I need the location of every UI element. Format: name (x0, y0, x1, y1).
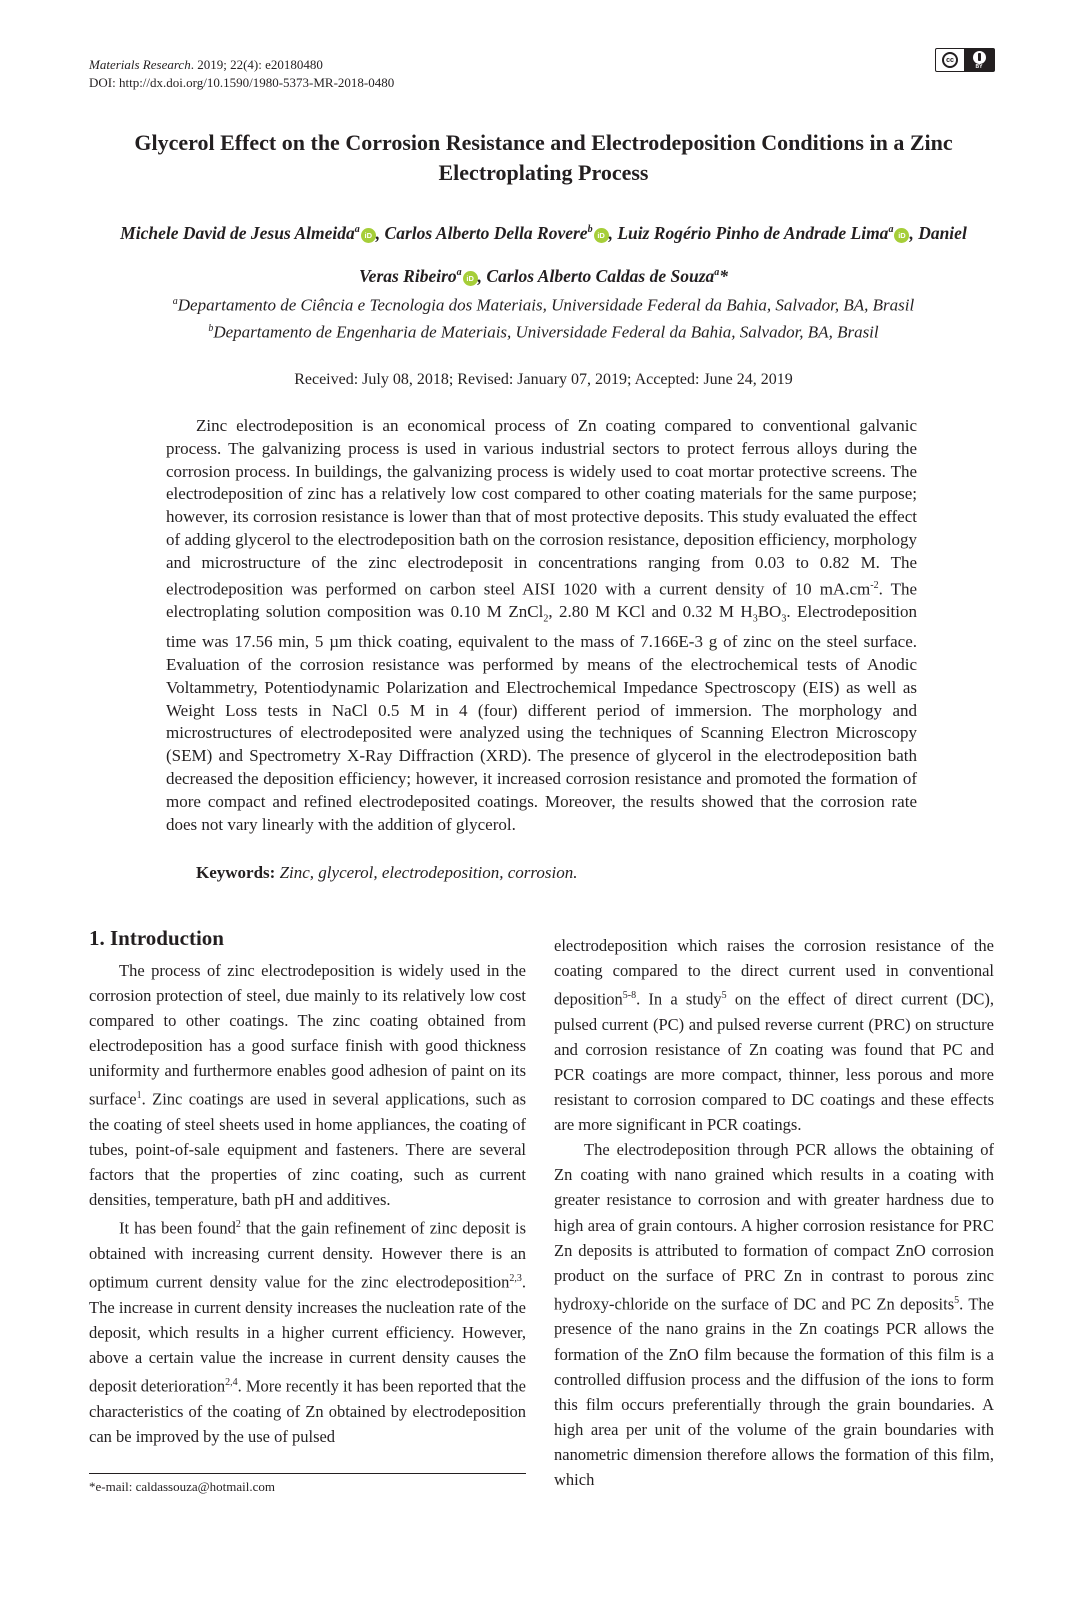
body-text: . More recently it has been reported that the characteristics of the coating of Zn obtained by electrodeposition can be improved by the use of pulsed (89, 1376, 526, 1446)
author-separator: , (477, 265, 487, 286)
author-separator: , (608, 222, 618, 243)
affiliation-text: Departamento de Engenharia de Materiais, Universidade Federal da Bahia, Salvador, BA, Brasil (213, 322, 879, 342)
body-text: . In a study (636, 989, 722, 1009)
footnote-divider (89, 1473, 526, 1474)
body-text: The process of zinc electrodeposition is widely used in the corrosion protection of steel, due mainly to its relatively low cost compared to other coatings. The zinc coating obtained from electrodeposition has a good surface finish with good thickness uniformity and furthermore enables good adhesion of paint on its surface (89, 961, 526, 1109)
paper-title: Glycerol Effect on the Corrosion Resistance and Electrodeposition Conditions in a Zinc Electroplating Process (134, 130, 953, 185)
author-affiliation-mark: a (456, 266, 462, 278)
journal-header (89, 56, 394, 92)
abstract (166, 415, 917, 836)
corresponding-email-footnote[interactable]: *e-mail: caldassouza@hotmail.com (89, 1479, 275, 1494)
author-name: Michele David de Jesus Almeida (120, 222, 355, 243)
affiliation-text: Departamento de Ciência e Tecnologia dos Materiais, Universidade Federal da Bahia, Salvador, BA, Brasil (177, 295, 915, 315)
abstract-text: BO (757, 602, 782, 622)
author-affiliation-mark: a (354, 224, 360, 235)
paragraph (554, 933, 994, 1137)
abstract-text: . Electrodeposition time was 17.56 min, 5 µm thick coating, equivalent to the mass of 7.166E-3 g of zinc on the steel surface. Evaluation of the corrosion resistance was performed by means of the electrochemical tests of Anodic Voltammetry, Potentiodynamic Polarization and Electrochemical Impedance Spectroscopy (EIS) as well as Weight Loss tests in NaCl 0.5 M in 4 (four) different period of immersion. The morphology and microstructures of electrodeposited were analyzed using the techniques of Scanning Electron Microscopy (SEM) and Spectrometry X-Ray Diffraction (XRD). The presence of glycerol in the electrodeposition bath decreased the deposition efficiency; however, it increased corrosion resistance and promoted the formation of more compact and refined electrodeposited coatings. Moreover, the results showed that the corrosion rate does not vary linearly with the addition of glycerol. (166, 602, 917, 834)
by-label: BY (975, 63, 983, 70)
subscript: 2 (543, 613, 549, 625)
cc-icon: cc (942, 52, 958, 68)
keywords-text: Zinc, glycerol, electrodeposition, corrosion. (279, 863, 578, 882)
body-text: electrodeposition which raises the corrosion resistance of the coating compared to the direct current used in conventional deposition (554, 936, 994, 1009)
keywords (196, 862, 917, 884)
journal-citation: . 2019; 22(4): e20180480 (190, 57, 323, 72)
author-name: Daniel Veras Ribeiro (358, 222, 967, 286)
keywords-label: Keywords: (196, 863, 276, 882)
abstract-text: , 2.80 M KCl and 0.32 M H (548, 602, 753, 622)
citation-ref[interactable]: 5 (721, 990, 727, 1002)
body-text: that the gain refinement of zinc deposit is obtained with increasing current density. However there is an optimum current density value for the zinc electrodeposition (89, 1218, 526, 1292)
author-affiliation-mark: b (587, 224, 593, 235)
left-column (89, 958, 526, 1449)
author-separator: , (909, 222, 919, 243)
citation-ref[interactable]: 1 (136, 1090, 142, 1102)
superscript: -2 (870, 579, 879, 591)
citation-ref[interactable]: 2,4 (225, 1377, 238, 1388)
orcid-icon[interactable]: iD (463, 271, 478, 286)
doi-link[interactable]: DOI: http://dx.doi.org/10.1590/1980-5373-MR-2018-0480 (89, 75, 395, 90)
author-affiliation-mark: a (888, 224, 894, 235)
body-text: on the effect of direct current (DC), pulsed current (PC) and pulsed reverse current (PRC) on structure and corrosion resistance of Zn coating was found that PC and PCR coatings are more compact, thinner, less porous and more resistant to corrosion compared to DC coatings and these effects are more significant in PCR coatings. (554, 989, 994, 1135)
author-separator: , (375, 222, 385, 243)
body-text: . The presence of the nano grains in the Zn coatings PCR allows the formation of the ZnO film because the formation of this film is a controlled diffusion process and the diffusion of the ions to form this film occurs preferentially through the grain boundaries. A high area per unit of the volume of the grain boundaries with nanometric dimension therefore allows the formation of this film, which (554, 1294, 994, 1489)
orcid-icon[interactable]: iD (594, 228, 609, 243)
citation-ref[interactable]: 5-8 (622, 990, 637, 1002)
paragraph (89, 958, 526, 1212)
affiliation-mark: b (208, 322, 214, 334)
orcid-icon[interactable]: iD (894, 228, 909, 243)
subscript: 3 (752, 613, 758, 625)
affiliations (120, 290, 967, 343)
orcid-icon[interactable]: iD (361, 228, 376, 243)
author-affiliation-mark: a (714, 266, 720, 278)
body-text: The electrodeposition through PCR allows the obtaining of Zn coating with nano grained which results in a coating with greater resistance to corrosion and with greater hardness due to high area of grain contours. A higher corrosion resistance for PRC Zn deposits is attributed to formation of compact ZnO corrosion product on the surface of PRC Zn in contrast to porous zinc hydroxy-chloride on the surface of DC and PC Zn deposits (554, 1140, 994, 1314)
body-text: It has been found (119, 1218, 236, 1238)
author-list (120, 210, 967, 296)
affiliation-a (120, 290, 967, 317)
paragraph (89, 1212, 526, 1448)
author-name: Carlos Alberto Della Rovere (384, 222, 588, 243)
paragraph (554, 1137, 994, 1492)
author-name: Luiz Rogério Pinho de Andrade Lima (617, 222, 889, 243)
abstract-text: Zinc electrodeposition is an economical process of Zn coating compared to conventional galvanic process. The galvanizing process is used in various industrial sectors to protect ferrous alloys during the corrosion process. In buildings, the galvanizing process is widely used to coat mortar protective screens. The electrodeposition of zinc has a relatively low cost compared to other coating materials for the same purpose; however, its corrosion resistance is lower than that of most protective deposits. This study evaluated the effect of adding glycerol to the electrodeposition bath on the corrosion resistance, deposition efficiency, morphology and microstructure of the zinc electrodeposit in concentrations ranging from 0.03 to 0.82 M. The electrodeposition was performed on carbon steel AISI 1020 with a current density of 10 mA.cm (166, 416, 917, 599)
author-name: Carlos Alberto Caldas de Souza (486, 265, 715, 286)
body-text: . Zinc coatings are used in several applications, such as the coating of steel sheets used in home appliances, the coating of tubes, point-of-sale equipment and fasteners. There are several factors that the properties of zinc coating, such as current densities, temperature, bath pH and additives. (89, 1089, 526, 1210)
right-column (554, 933, 994, 1492)
affiliation-b (120, 317, 967, 344)
cc-by-license-badge[interactable] (935, 48, 995, 72)
corresponding-author-mark: * (719, 265, 729, 286)
journal-name: Materials Research (89, 57, 191, 72)
subscript: 3 (781, 613, 787, 625)
affiliation-mark: a (172, 296, 178, 307)
citation-ref[interactable]: 2 (235, 1219, 241, 1231)
body-text: . The increase in current density increases the nucleation rate of the deposit, which results in a higher current efficiency. However, above a certain value the increase in current density causes the deposit deterioration (89, 1272, 526, 1396)
section-heading: 1. Introduction (89, 926, 224, 950)
attribution-person-icon (973, 51, 986, 64)
citation-ref[interactable]: 2,3 (509, 1273, 522, 1285)
citation-ref[interactable]: 5 (954, 1294, 960, 1306)
submission-dates: Received: July 08, 2018; Revised: January 07, 2019; Accepted: June 24, 2019 (294, 371, 793, 388)
abstract-text: . The electroplating solution composition was 0.10 M ZnCl (166, 579, 918, 622)
